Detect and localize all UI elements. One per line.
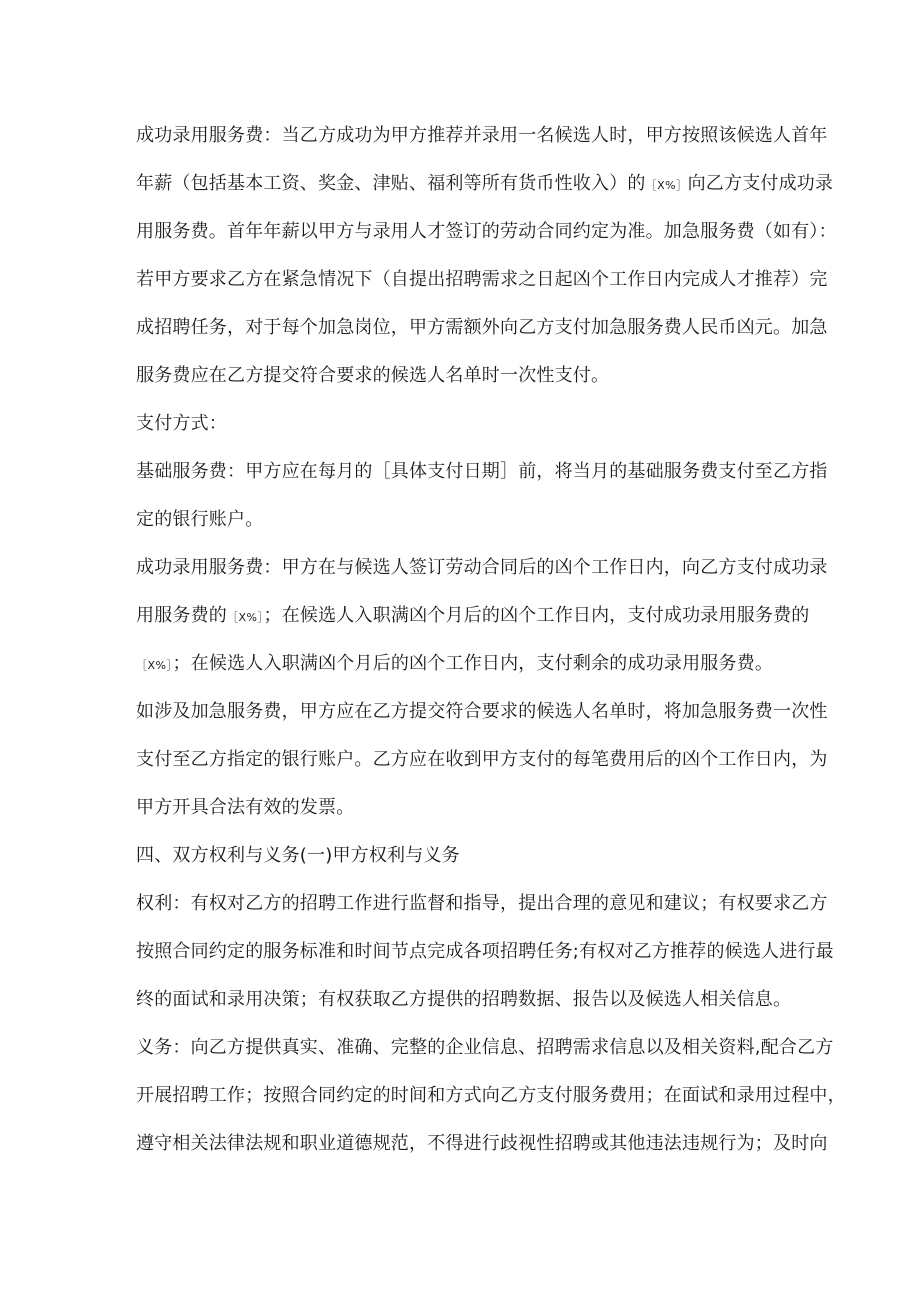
text-line: [136, 652, 773, 678]
percent-placeholder: ［X%］: [645, 179, 688, 192]
text-line: 基础服务费：甲方应在每月的［具体支付日期］前，将当月的基础服务费支付至乙方指: [136, 461, 828, 482]
text-line: 甲方开具合法有效的发票。: [136, 797, 355, 818]
text-segment: ；在候选人入职满凶个月后的凶个工作日内，支付剩余的成功录用服务费。: [172, 653, 774, 674]
section-label: 支付方式：: [136, 413, 227, 434]
text-line: 终的面试和录用决策；有权获取乙方提供的招聘数据、报告以及候选人相关信息。: [136, 989, 792, 1010]
text-line: 若甲方要求乙方在紧急情况下（自提出招聘需求之日起凶个工作日内完成人才推荐）完: [136, 269, 828, 290]
text-segment: 向乙方支付成功录: [687, 173, 834, 194]
text-line: 如涉及加急服务费，甲方应在乙方提交符合要求的候选人名单时，将加急服务费一次性: [136, 701, 828, 722]
text-line: 成招聘任务，对于每个加急岗位，甲方需额外向乙方支付加急服务费人民币凶元。加急: [136, 317, 828, 338]
text-line: 成功录用服务费：当乙方成功为甲方推荐并录用一名候选人时，甲方按照该候选人首年: [136, 125, 828, 146]
text-line: 权利：有权对乙方的招聘工作进行监督和指导，提出合理的意见和建议；有权要求乙方: [136, 893, 828, 914]
text-line: 服务费应在乙方提交符合要求的候选人名单时一次性支付。: [136, 365, 610, 386]
text-line: [136, 604, 810, 630]
percent-placeholder: ［X%］: [136, 659, 173, 672]
text-line: 义务：向乙方提供真实、准确、完整的企业信息、招聘需求信息以及相关资料,配合乙方: [136, 1037, 834, 1058]
text-line: 成功录用服务费：甲方在与候选人签订劳动合同后的凶个工作日内，向乙方支付成功录: [136, 557, 828, 578]
text-line: 开展招聘工作；按照合同约定的时间和方式向乙方支付服务费用；在面试和录用过程中，: [136, 1085, 846, 1106]
text-segment: 用服务费的: [136, 605, 227, 626]
text-segment: 年薪（包括基本工资、奖金、津贴、福利等所有货币性收入）的: [136, 173, 646, 194]
text-line: 支付至乙方指定的银行账户。乙方应在收到甲方支付的每笔费用后的凶个工作日内，为: [136, 749, 828, 770]
text-segment: ；在候选人入职满凶个月后的凶个工作日内，支付成功录用服务费的: [263, 605, 810, 626]
text-line: 按照合同约定的服务标准和时间节点完成各项招聘任务;有权对乙方推荐的候选人进行最: [136, 941, 834, 962]
section-heading: 四、双方权利与义务(一)甲方权利与义务: [136, 845, 460, 866]
text-line: 定的银行账户。: [136, 509, 264, 530]
text-line: 遵守相关法律法规和职业道德规范，不得进行歧视性招聘或其他违法违规行为；及时向: [136, 1133, 828, 1154]
percent-placeholder: ［X%］: [227, 611, 264, 624]
text-line: [136, 172, 833, 198]
text-line: 用服务费。首年年薪以甲方与录用人才签订的劳动合同约定为准。加急服务费（如有）：: [136, 221, 837, 242]
